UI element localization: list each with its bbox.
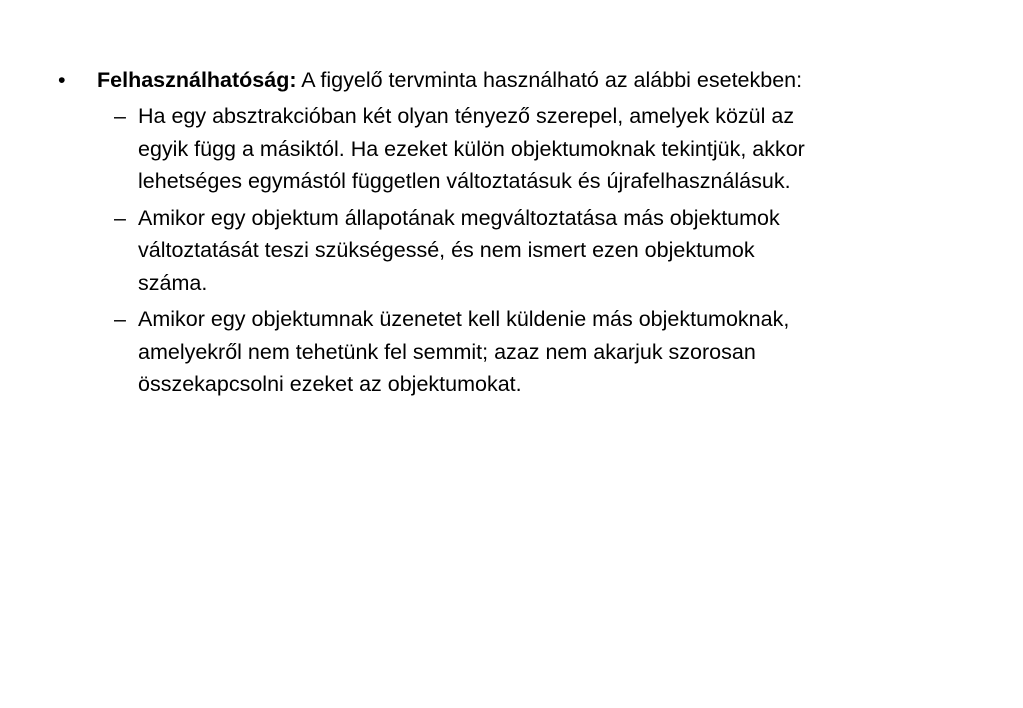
- dash-marker: –: [114, 104, 126, 128]
- main-bullet: [58, 64, 988, 96]
- main-bullet-body: A figyelő tervminta használható az alábbi esetekben:: [296, 68, 803, 92]
- sub-list: [114, 100, 964, 405]
- sub-item-text: Ha egy absztrakcióban két olyan tényező szerepel, amelyek közül az egyik függ a másiktól. Ha ezeket külön objektumoknak tekintjük, akkor lehetséges egymástól független változtatásuk és újrafelhasználásuk.: [138, 104, 805, 193]
- dash-marker: –: [114, 205, 126, 230]
- bullet-marker: •: [58, 68, 66, 92]
- sub-item-text: Amikor egy objektumnak üzenetet kell küldenie más objektumoknak, amelyekről nem tehetünk fel semmit; azaz nem akarjuk szorosan összekapcsolni ezeket az objektumokat.: [138, 307, 790, 396]
- main-bullet-label: Felhasználhatóság:: [97, 68, 297, 92]
- sub-item: [114, 202, 964, 300]
- sub-item-text: Amikor egy objektum állapotának megváltoztatása más objektumok változtatását teszi szükségessé, és nem ismert ezen objektumok száma.: [138, 205, 780, 295]
- dash-marker: –: [114, 307, 126, 331]
- sub-item: [114, 303, 964, 401]
- sub-item: [114, 100, 964, 198]
- main-bullet-text: [97, 64, 988, 96]
